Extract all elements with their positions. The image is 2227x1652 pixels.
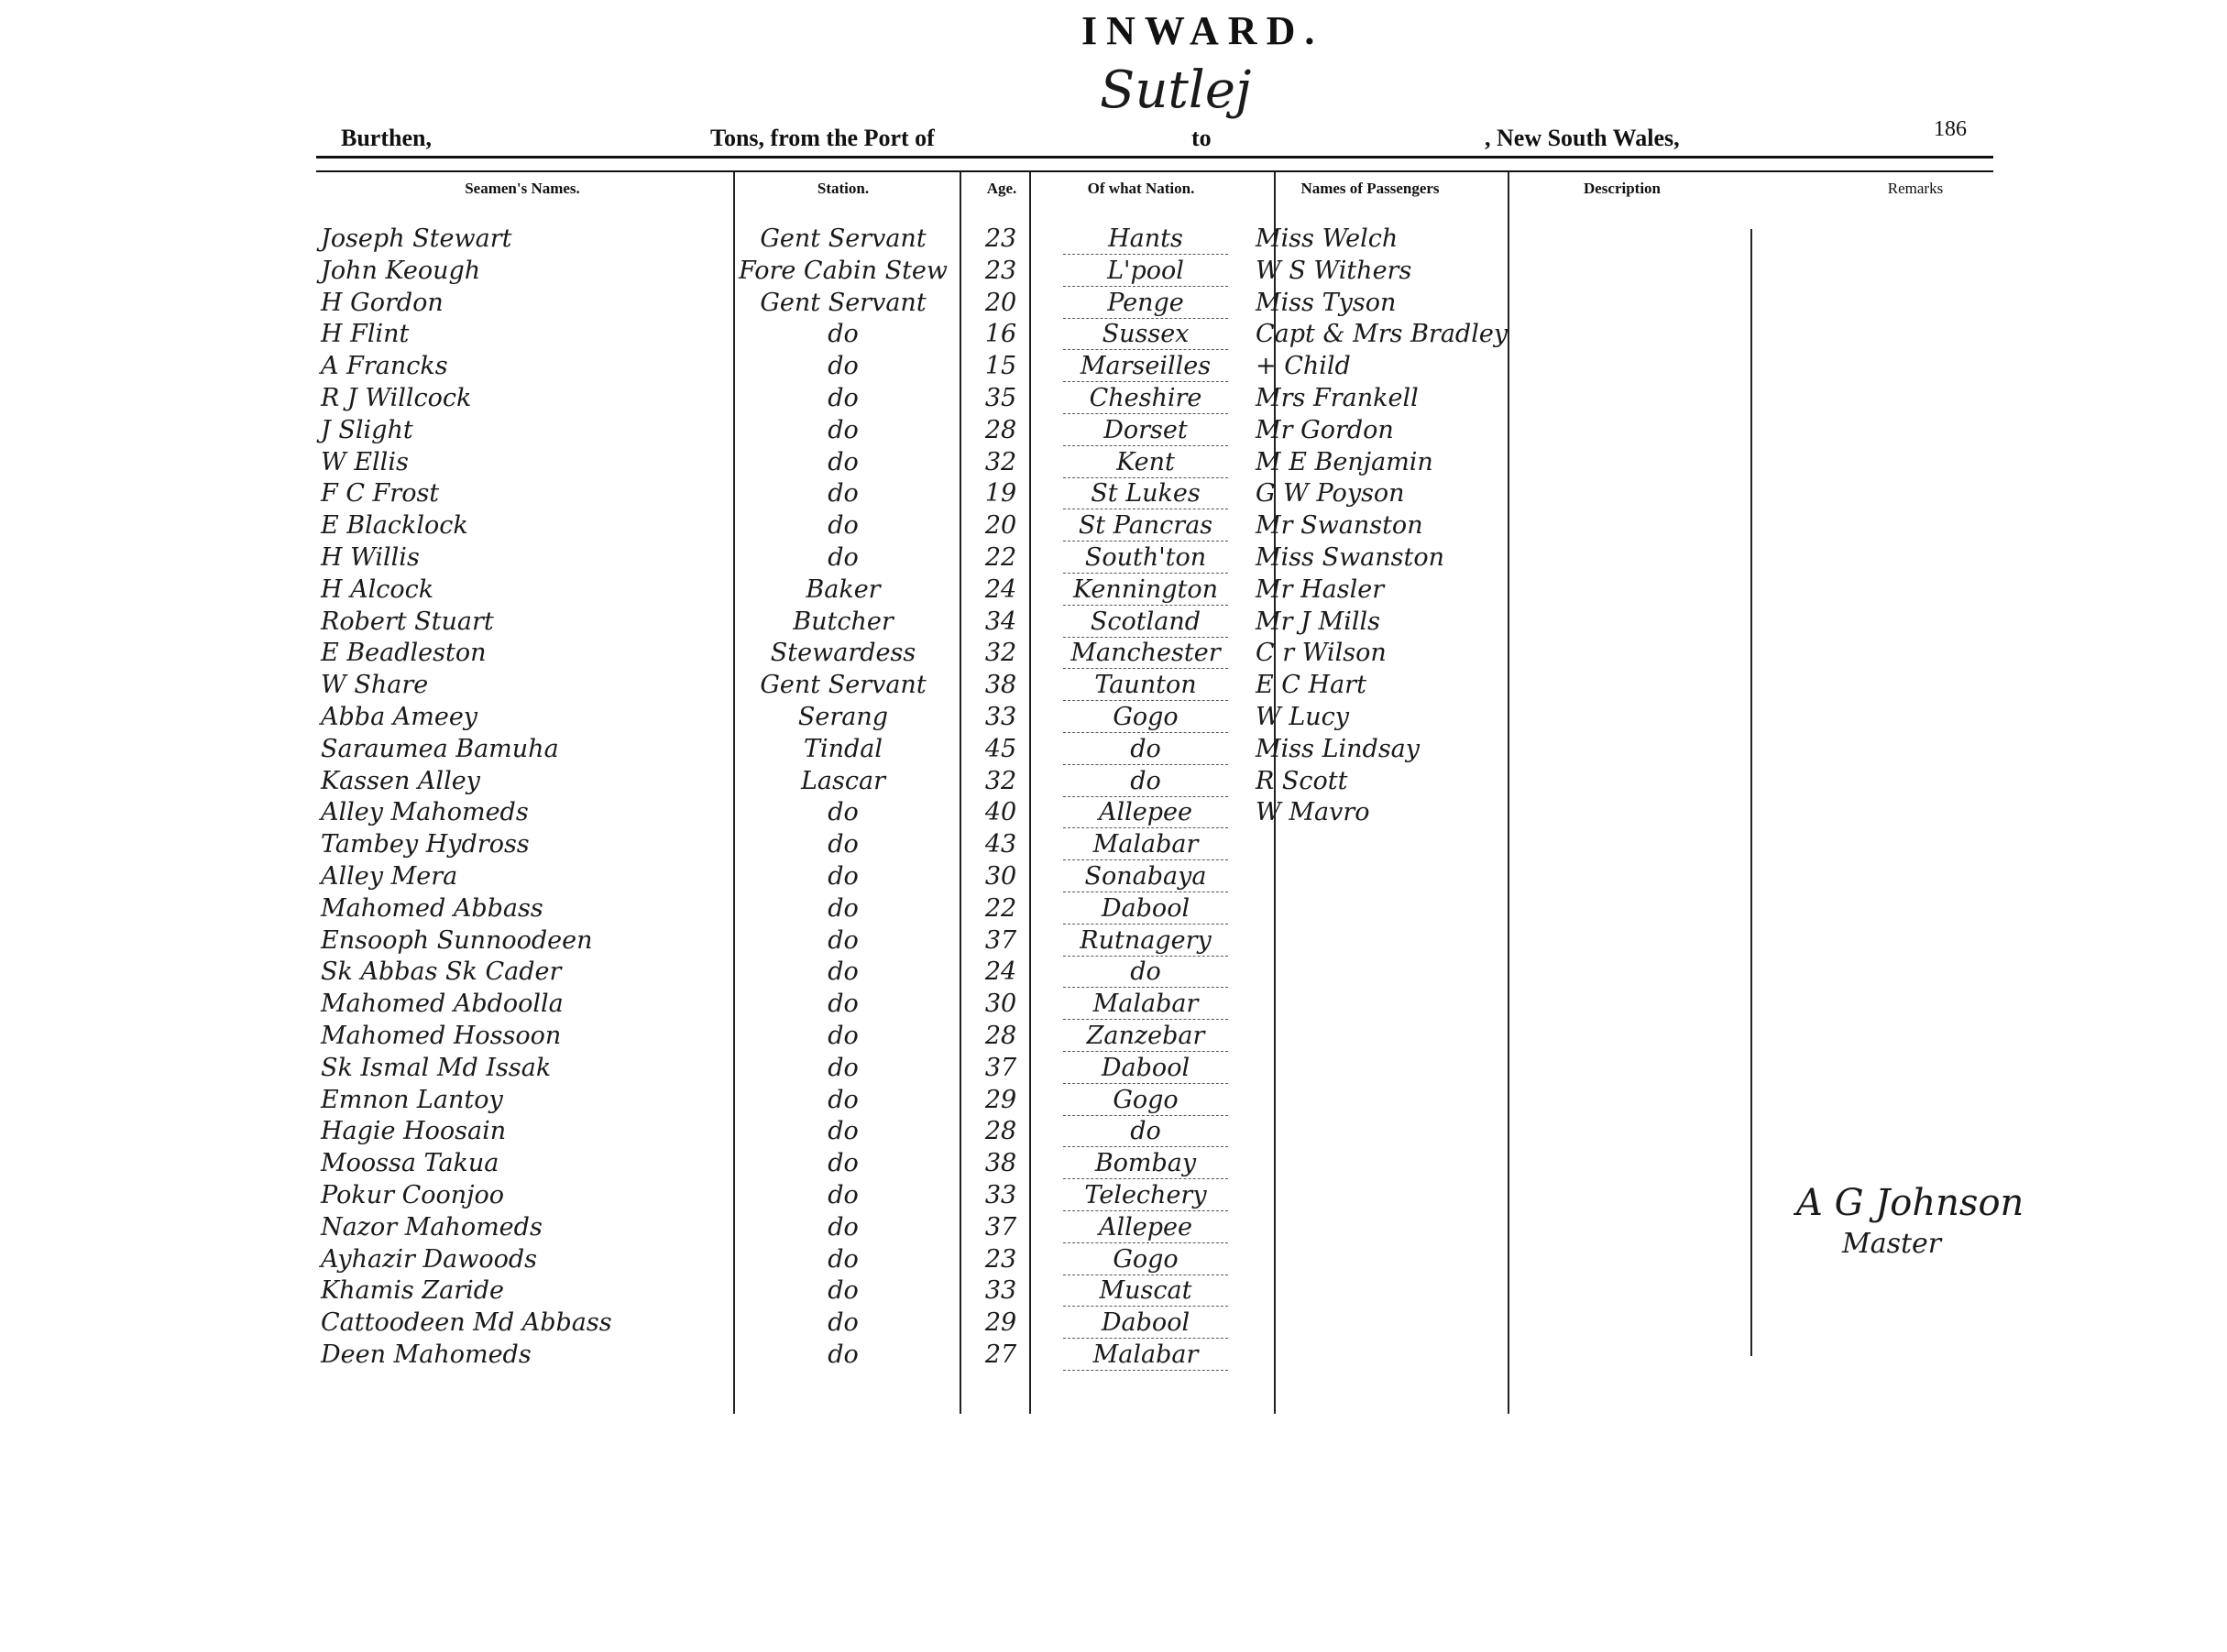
station-cell: Butcher xyxy=(793,607,894,636)
col-seamen-names: Seamen's Names. xyxy=(465,180,580,197)
age-cell: 33 xyxy=(984,1276,1017,1305)
passenger-name: Mr Swanston xyxy=(1256,511,1423,540)
station-cell: do xyxy=(828,1213,859,1242)
station-cell: do xyxy=(828,448,859,476)
seaman-name: Abba Ameey xyxy=(321,703,478,731)
table-row xyxy=(0,1022,2227,1053)
nation-cell: Hants xyxy=(1108,224,1183,253)
seaman-name: Kassen Alley xyxy=(321,767,480,795)
row-underline xyxy=(1063,732,1228,734)
seaman-name: W Share xyxy=(321,671,429,699)
nation-cell: St Lukes xyxy=(1091,479,1201,508)
table-row xyxy=(0,830,2227,861)
station-cell: Stewardess xyxy=(770,639,916,667)
age-cell: 24 xyxy=(984,957,1017,986)
seaman-name: Mahomed Abdoolla xyxy=(321,990,564,1018)
seaman-name: F C Frost xyxy=(321,479,440,508)
station-cell: do xyxy=(828,1308,859,1337)
seaman-name: J Slight xyxy=(321,416,413,444)
station-cell: Gent Servant xyxy=(760,224,927,253)
station-cell: do xyxy=(828,511,859,540)
table-row xyxy=(0,894,2227,925)
seaman-name: Deen Mahomeds xyxy=(321,1340,532,1369)
row-underline xyxy=(1063,605,1228,607)
seaman-name: Sk Ismal Md Issak xyxy=(321,1054,552,1082)
seaman-name: Tambey Hydross xyxy=(321,830,530,859)
seaman-name: R J Willcock xyxy=(321,384,472,412)
station-cell: do xyxy=(828,1086,859,1114)
nation-cell: Gogo xyxy=(1113,1086,1179,1114)
table-row xyxy=(0,416,2227,447)
seaman-name: Mahomed Hossoon xyxy=(321,1022,562,1050)
seaman-name: Ensooph Sunnoodeen xyxy=(321,926,593,955)
row-underline xyxy=(1063,827,1228,829)
row-underline xyxy=(1063,859,1228,861)
master-signature: A G Johnson xyxy=(1796,1182,2024,1224)
table-row xyxy=(0,639,2227,670)
nation-cell: Taunton xyxy=(1094,671,1197,699)
row-underline xyxy=(1063,254,1228,256)
age-cell: 22 xyxy=(984,894,1017,923)
nsw-label: , New South Wales, xyxy=(1485,125,1680,151)
nation-cell: Zanzebar xyxy=(1086,1022,1205,1050)
table-row xyxy=(0,798,2227,829)
nation-cell: Dabool xyxy=(1101,1054,1190,1082)
seaman-name: H Willis xyxy=(321,543,420,572)
station-cell: do xyxy=(828,384,859,412)
nation-cell: Marseilles xyxy=(1080,352,1212,380)
row-underline xyxy=(1063,1210,1228,1212)
table-row xyxy=(0,1117,2227,1148)
nation-cell: Malabar xyxy=(1092,830,1199,859)
station-cell: do xyxy=(828,926,859,955)
row-underline xyxy=(1063,1019,1228,1021)
col-station: Station. xyxy=(817,180,870,197)
passenger-name: Mr Gordon xyxy=(1256,416,1394,444)
seaman-name: Ayhazir Dawoods xyxy=(321,1245,537,1274)
seaman-name: Alley Mahomeds xyxy=(321,798,529,826)
table-row xyxy=(0,607,2227,639)
seaman-name: Sk Abbas Sk Cader xyxy=(321,957,562,986)
row-underline xyxy=(1063,1338,1228,1340)
age-cell: 45 xyxy=(984,735,1017,763)
age-cell: 38 xyxy=(984,1149,1017,1177)
nation-cell: do xyxy=(1130,767,1161,795)
row-underline xyxy=(1063,924,1228,925)
nation-cell: Dabool xyxy=(1101,1308,1190,1337)
age-cell: 32 xyxy=(984,639,1017,667)
table-row xyxy=(0,957,2227,989)
table-row xyxy=(0,926,2227,957)
age-cell: 28 xyxy=(984,1117,1017,1145)
passenger-name: Mrs Frankell xyxy=(1256,384,1419,412)
station-cell: do xyxy=(828,1117,859,1145)
table-row xyxy=(0,320,2227,351)
row-underline xyxy=(1063,764,1228,766)
station-cell: do xyxy=(828,416,859,444)
seaman-name: Joseph Stewart xyxy=(321,224,512,253)
station-cell: do xyxy=(828,957,859,986)
age-cell: 35 xyxy=(984,384,1017,412)
age-cell: 22 xyxy=(984,543,1017,572)
age-cell: 15 xyxy=(984,352,1017,380)
burthen-label: Burthen, xyxy=(341,125,432,151)
header-rule-top xyxy=(316,156,1993,159)
station-cell: do xyxy=(828,894,859,923)
station-cell: do xyxy=(828,830,859,859)
age-cell: 19 xyxy=(984,479,1017,508)
seaman-name: Saraumea Bamuha xyxy=(321,735,559,763)
col-remarks: Remarks xyxy=(1887,180,1944,197)
age-cell: 28 xyxy=(984,1022,1017,1050)
age-cell: 24 xyxy=(984,575,1017,604)
station-cell: do xyxy=(828,862,859,891)
station-cell: do xyxy=(828,798,859,826)
table-row xyxy=(0,575,2227,607)
passenger-name: Miss Tyson xyxy=(1256,289,1397,317)
ship-name: Sutlej xyxy=(1100,60,1252,120)
nation-cell: Scotland xyxy=(1090,607,1201,636)
nation-cell: do xyxy=(1130,957,1161,986)
table-row xyxy=(0,224,2227,256)
nation-cell: Bombay xyxy=(1094,1149,1197,1177)
row-underline xyxy=(1063,1370,1228,1372)
seaman-name: H Flint xyxy=(321,320,410,348)
seaman-name: Robert Stuart xyxy=(321,607,494,636)
station-cell: do xyxy=(828,1022,859,1050)
table-row xyxy=(0,862,2227,893)
to-label: to xyxy=(1191,125,1212,151)
passenger-name: Miss Swanston xyxy=(1256,543,1445,572)
station-cell: Lascar xyxy=(800,767,885,795)
row-underline xyxy=(1063,668,1228,670)
seaman-name: Hagie Hoosain xyxy=(321,1117,507,1145)
passenger-name: E C Hart xyxy=(1256,671,1366,699)
nation-cell: Malabar xyxy=(1092,1340,1199,1369)
passenger-name: W Mavro xyxy=(1256,798,1370,826)
age-cell: 38 xyxy=(984,671,1017,699)
nation-cell: Cheshire xyxy=(1089,384,1202,412)
nation-cell: L'pool xyxy=(1107,257,1184,285)
nation-cell: Gogo xyxy=(1113,703,1179,731)
table-row xyxy=(0,671,2227,702)
passenger-name: R Scott xyxy=(1256,767,1348,795)
table-row xyxy=(0,735,2227,766)
nation-cell: Sussex xyxy=(1102,320,1190,348)
table-row xyxy=(0,1340,2227,1372)
passenger-name: Miss Welch xyxy=(1256,224,1399,253)
year-label: 186 xyxy=(1934,117,1967,141)
nation-cell: Telechery xyxy=(1084,1181,1207,1209)
seaman-name: Nazor Mahomeds xyxy=(321,1213,543,1242)
passenger-name: W S Withers xyxy=(1256,257,1412,285)
seaman-name: H Alcock xyxy=(321,575,434,604)
seaman-name: Mahomed Abbass xyxy=(321,894,543,923)
passenger-name: Mr Hasler xyxy=(1256,575,1385,604)
row-underline xyxy=(1063,1146,1228,1148)
age-cell: 29 xyxy=(984,1086,1017,1114)
seaman-name: W Ellis xyxy=(321,448,409,476)
header-rule-bottom xyxy=(316,170,1993,172)
station-cell: Fore Cabin Stew xyxy=(738,257,949,285)
col-nation: Of what Nation. xyxy=(1087,180,1195,197)
seaman-name: E Blacklock xyxy=(321,511,468,540)
row-underline xyxy=(1063,1051,1228,1053)
station-cell: do xyxy=(828,1054,859,1082)
seaman-name: Moossa Takua xyxy=(321,1149,499,1177)
row-underline xyxy=(1063,413,1228,415)
row-underline xyxy=(1063,509,1228,510)
age-cell: 28 xyxy=(984,416,1017,444)
passenger-name: G W Poyson xyxy=(1256,479,1405,508)
table-row xyxy=(0,990,2227,1021)
seaman-name: Pokur Coonjoo xyxy=(321,1181,505,1209)
table-row xyxy=(0,448,2227,479)
row-underline xyxy=(1063,349,1228,351)
nation-cell: Gogo xyxy=(1113,1245,1179,1274)
nation-cell: do xyxy=(1130,1117,1161,1145)
master-title: Master xyxy=(1842,1228,1942,1260)
station-cell: Tindal xyxy=(803,735,883,763)
row-underline xyxy=(1063,541,1228,542)
row-underline xyxy=(1063,286,1228,288)
age-cell: 29 xyxy=(984,1308,1017,1337)
passenger-name: Miss Lindsay xyxy=(1256,735,1421,763)
row-underline xyxy=(1063,1178,1228,1180)
seaman-name: Emnon Lantoy xyxy=(321,1086,503,1114)
age-cell: 33 xyxy=(984,1181,1017,1209)
station-cell: do xyxy=(828,990,859,1018)
table-row xyxy=(0,479,2227,510)
table-row xyxy=(0,511,2227,542)
seaman-name: Alley Mera xyxy=(321,862,458,891)
age-cell: 23 xyxy=(984,1245,1017,1274)
nation-cell: South'ton xyxy=(1084,543,1207,572)
age-cell: 20 xyxy=(984,511,1017,540)
col-age: Age. xyxy=(986,180,1017,197)
table-row xyxy=(0,543,2227,574)
nation-cell: Muscat xyxy=(1099,1276,1192,1305)
table-row xyxy=(0,767,2227,798)
table-row xyxy=(0,257,2227,288)
age-cell: 27 xyxy=(984,1340,1017,1369)
station-cell: do xyxy=(828,1149,859,1177)
row-underline xyxy=(1063,700,1228,702)
nation-cell: Allepee xyxy=(1099,1213,1192,1242)
age-cell: 43 xyxy=(984,830,1017,859)
seaman-name: Cattoodeen Md Abbass xyxy=(321,1308,612,1337)
page-title: INWARD. xyxy=(1081,8,1324,53)
seaman-name: A Francks xyxy=(321,352,448,380)
age-cell: 33 xyxy=(984,703,1017,731)
nation-cell: Allepee xyxy=(1099,798,1192,826)
station-cell: do xyxy=(828,479,859,508)
station-cell: do xyxy=(828,352,859,380)
table-row xyxy=(0,1276,2227,1307)
age-cell: 30 xyxy=(984,862,1017,891)
nation-cell: Dorset xyxy=(1103,416,1188,444)
row-underline xyxy=(1063,987,1228,989)
passenger-name: W Lucy xyxy=(1256,703,1350,731)
age-cell: 37 xyxy=(984,1054,1017,1082)
age-cell: 30 xyxy=(984,990,1017,1018)
table-row xyxy=(0,703,2227,734)
passenger-name: + Child xyxy=(1256,352,1351,380)
passenger-name: Mr J Mills xyxy=(1256,607,1380,636)
passenger-name: M E Benjamin xyxy=(1256,448,1433,476)
passenger-name: Capt & Mrs Bradley xyxy=(1256,320,1508,348)
table-row xyxy=(0,1308,2227,1340)
seaman-name: H Gordon xyxy=(321,289,444,317)
nation-cell: Malabar xyxy=(1092,990,1199,1018)
station-cell: Gent Servant xyxy=(760,671,927,699)
station-cell: do xyxy=(828,1181,859,1209)
table-row xyxy=(0,289,2227,320)
row-underline xyxy=(1063,381,1228,383)
nation-cell: Penge xyxy=(1107,289,1184,317)
age-cell: 23 xyxy=(984,224,1017,253)
nation-cell: St Pancras xyxy=(1078,511,1213,540)
station-cell: do xyxy=(828,1340,859,1369)
age-cell: 32 xyxy=(984,448,1017,476)
age-cell: 37 xyxy=(984,926,1017,955)
row-underline xyxy=(1063,1242,1228,1244)
station-cell: do xyxy=(828,1276,859,1305)
seaman-name: John Keough xyxy=(321,257,481,285)
station-cell: Gent Servant xyxy=(760,289,927,317)
row-underline xyxy=(1063,1083,1228,1085)
age-cell: 40 xyxy=(984,798,1017,826)
nation-cell: Manchester xyxy=(1070,639,1221,667)
nation-cell: Kennington xyxy=(1072,575,1218,604)
seaman-name: Khamis Zaride xyxy=(321,1276,504,1305)
row-underline xyxy=(1063,445,1228,447)
passenger-name: C r Wilson xyxy=(1256,639,1387,667)
age-cell: 23 xyxy=(984,257,1017,285)
col-description: Description xyxy=(1583,180,1662,197)
nation-cell: Sonabaya xyxy=(1084,862,1207,891)
nation-cell: Rutnagery xyxy=(1080,926,1212,955)
station-cell: do xyxy=(828,543,859,572)
table-row xyxy=(0,1054,2227,1085)
age-cell: 20 xyxy=(984,289,1017,317)
tons-label: Tons, from the Port of xyxy=(710,125,935,151)
age-cell: 32 xyxy=(984,767,1017,795)
station-cell: Serang xyxy=(797,703,889,731)
station-cell: Baker xyxy=(806,575,881,604)
table-row xyxy=(0,384,2227,415)
age-cell: 16 xyxy=(984,320,1017,348)
nation-cell: do xyxy=(1130,735,1161,763)
seaman-name: E Beadleston xyxy=(321,639,487,667)
col-passengers: Names of Passengers xyxy=(1300,180,1440,197)
table-row xyxy=(0,1149,2227,1180)
table-row xyxy=(0,1086,2227,1117)
age-cell: 37 xyxy=(984,1213,1017,1242)
station-cell: do xyxy=(828,1245,859,1274)
row-underline xyxy=(1063,1306,1228,1307)
row-underline xyxy=(1063,892,1228,893)
age-cell: 34 xyxy=(984,607,1017,636)
nation-cell: Dabool xyxy=(1101,894,1190,923)
station-cell: do xyxy=(828,320,859,348)
nation-cell: Kent xyxy=(1116,448,1175,476)
row-underline xyxy=(1063,573,1228,574)
table-row xyxy=(0,352,2227,383)
